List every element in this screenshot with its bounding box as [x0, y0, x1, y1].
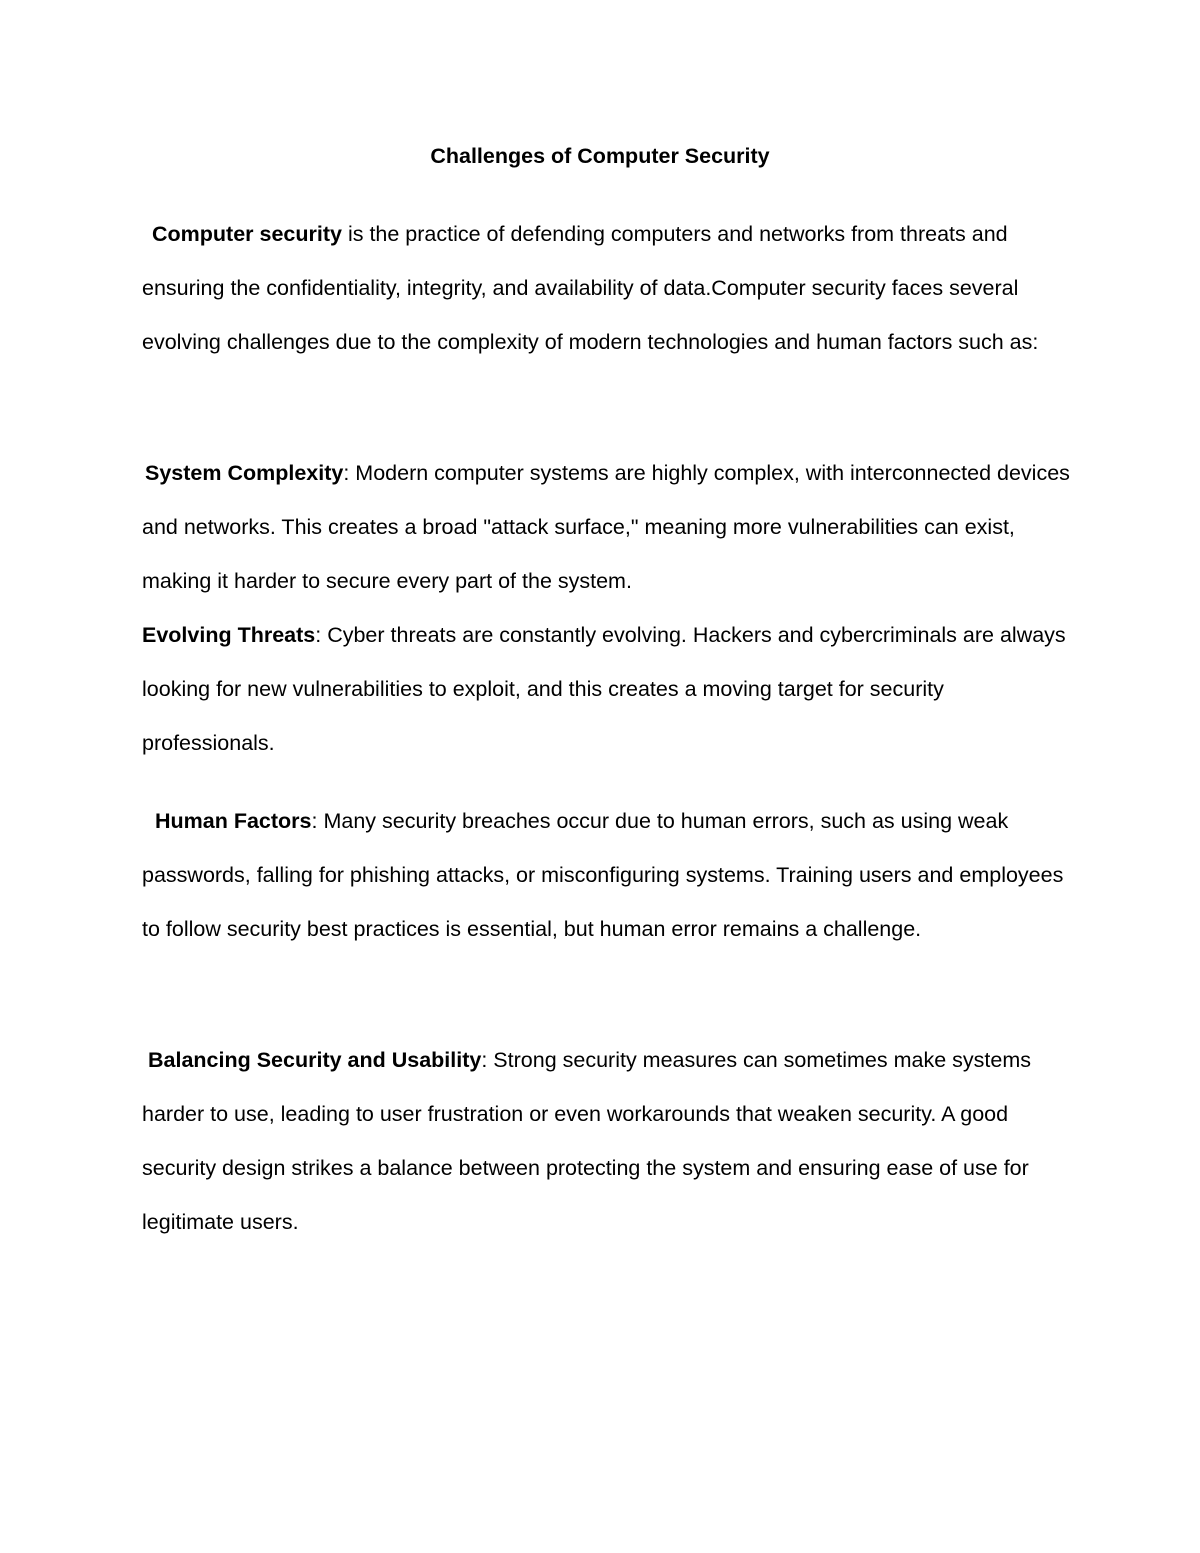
paragraph-balancing-security-text: : Strong security measures can sometimes make systems harder to use, leading to user frustration or even workarounds that weaken security. A good security design strikes a balance between protecting the system and ensuring ease of use for legitimate users.	[142, 1048, 1031, 1234]
paragraph-human-factors	[142, 794, 1072, 956]
paragraph-system-complexity	[142, 446, 1072, 608]
paragraph-intro	[142, 207, 1072, 369]
document-title: Challenges of Computer Security	[430, 144, 770, 168]
paragraph-human-factors-text: : Many security breaches occur due to human errors, such as using weak passwords, falling for phishing attacks, or misconfiguring systems. Training users and employees to follow security best practices is essential, but human error remains a challenge.	[142, 809, 1064, 941]
paragraph-evolving-threats	[142, 608, 1072, 770]
term-system-complexity: System Complexity	[145, 461, 344, 485]
paragraph-balancing-security	[142, 1033, 1072, 1249]
term-computer-security: Computer security	[152, 222, 342, 246]
term-evolving-threats: Evolving Threats	[142, 623, 316, 647]
term-balancing-security: Balancing Security and Usability	[148, 1048, 482, 1072]
paragraph-evolving-threats-text: : Cyber threats are constantly evolving. Hackers and cybercriminals are always looking for new vulnerabilities to exploit, and this creates a moving target for security professionals.	[142, 623, 1066, 755]
paragraph-intro-text: is the practice of defending computers and networks from threats and ensuring the confidentiality, integrity, and availability of data.Computer security faces several evolving challenges due to the complexity of modern technologies and human factors such as:	[142, 222, 1039, 354]
paragraph-system-complexity-text: : Modern computer systems are highly complex, with interconnected devices and networks. This creates a broad "attack surface," meaning more vulnerabilities can exist, making it harder to secure every part of the system.	[142, 461, 1070, 593]
term-human-factors: Human Factors	[155, 809, 312, 833]
